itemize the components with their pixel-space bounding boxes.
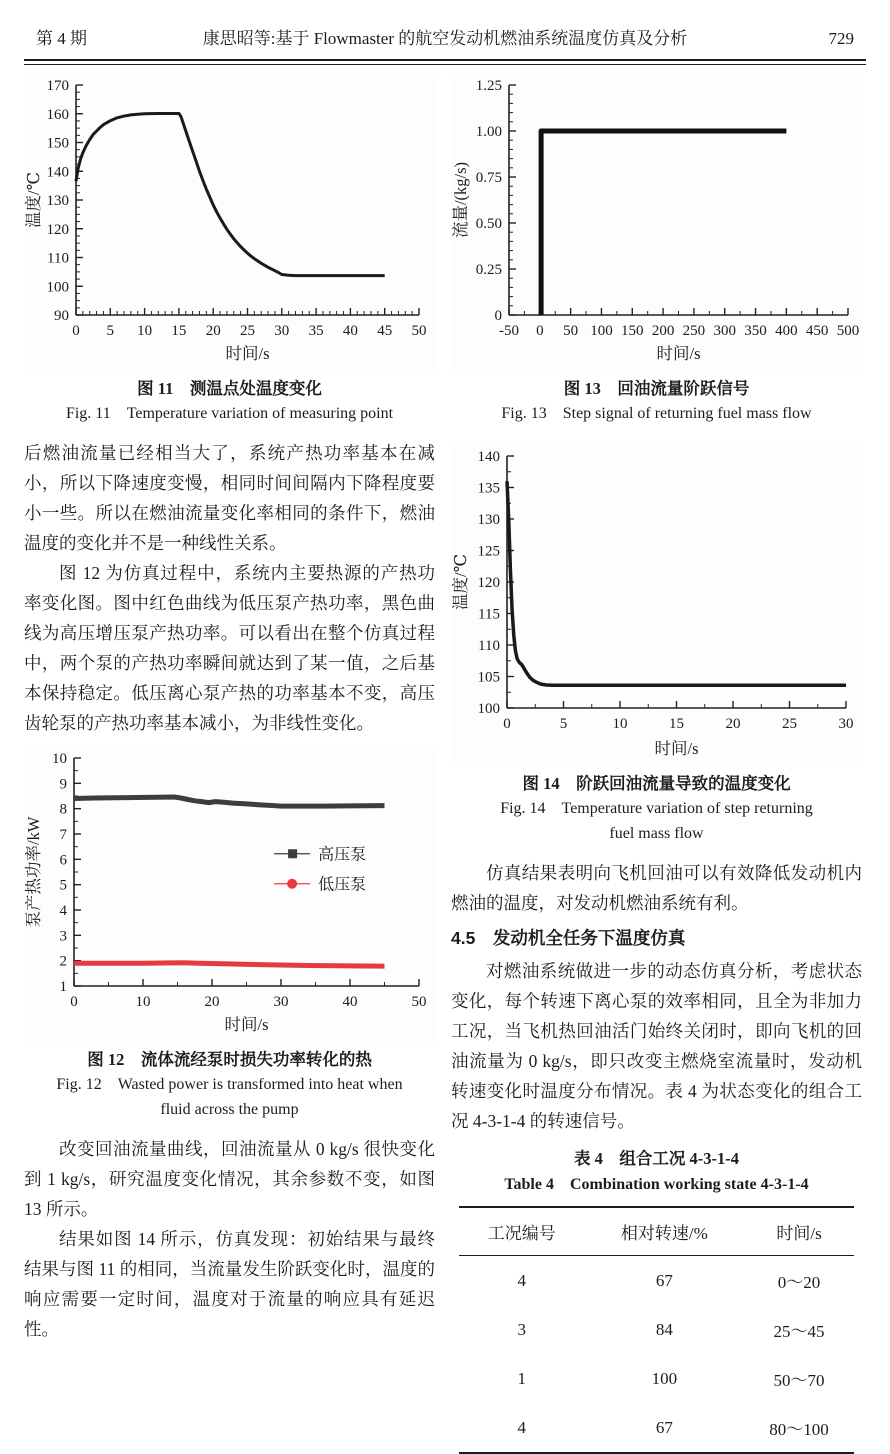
svg-text:时间/s: 时间/s bbox=[225, 344, 270, 363]
svg-text:低压泵: 低压泵 bbox=[318, 876, 367, 894]
svg-text:140: 140 bbox=[46, 164, 69, 181]
svg-text:45: 45 bbox=[377, 323, 393, 339]
svg-text:温度/℃: 温度/℃ bbox=[24, 171, 43, 229]
svg-text:20: 20 bbox=[725, 716, 741, 732]
col-header: 相对转速/% bbox=[584, 1207, 744, 1256]
svg-text:25: 25 bbox=[240, 323, 255, 339]
paragraph: 图 12 为仿真过程中，系统内主要热源的产热功率变化图。图中红色曲线为低压泵产热功率，黑色曲线为高压增压泵产热功率。可以看出在整个仿真过程中，两个泵的产热功率瞬间就达到了某一值，之后基本保持稳定。低压离心泵产热的功率基本不变，高压齿轮泵的产热功率基本减小，为非线性变化。 bbox=[24, 563, 435, 733]
svg-text:5: 5 bbox=[59, 877, 67, 894]
svg-text:105: 105 bbox=[477, 669, 500, 686]
svg-text:100: 100 bbox=[477, 701, 500, 717]
svg-text:10: 10 bbox=[52, 751, 67, 767]
svg-text:90: 90 bbox=[54, 308, 69, 324]
paragraph: 改变回油流量曲线，回油流量从 0 kg/s 很快变化到 1 kg/s，研究温度变化情况，其余参数不变，如图 13 所示。 bbox=[24, 1139, 435, 1219]
svg-text:6: 6 bbox=[59, 852, 67, 869]
running-title: 康思昭等:基于 Flowmaster 的航空发动机燃油系统温度仿真及分析 bbox=[202, 29, 688, 48]
svg-text:50: 50 bbox=[563, 323, 579, 339]
svg-text:0.25: 0.25 bbox=[475, 262, 502, 278]
svg-text:110: 110 bbox=[478, 638, 500, 654]
left-column bbox=[24, 75, 435, 1454]
fig11-caption-cn: 图 11 测温点处温度变化 bbox=[137, 379, 322, 398]
svg-text:0: 0 bbox=[536, 323, 544, 339]
fig12-caption-en: fluid across the pump bbox=[160, 1101, 299, 1118]
svg-text:160: 160 bbox=[46, 106, 69, 123]
svg-text:15: 15 bbox=[171, 323, 187, 339]
svg-text:30: 30 bbox=[274, 323, 290, 339]
svg-text:9: 9 bbox=[59, 776, 67, 793]
svg-text:350: 350 bbox=[744, 323, 767, 339]
svg-text:3: 3 bbox=[59, 928, 67, 945]
paragraph: 结果如图 14 所示，仿真发现：初始结果与最终结果与图 11 的相同，当流量发生阶跃变化时，温度的响应需要一定时间，温度对于流量的响应具有延迟性。 bbox=[24, 1229, 435, 1339]
right-column bbox=[451, 75, 862, 1454]
svg-text:0.75: 0.75 bbox=[475, 170, 502, 186]
svg-text:170: 170 bbox=[46, 78, 69, 94]
fig13-caption-en: Fig. 13 Step signal of returning fuel mass flow bbox=[501, 405, 812, 422]
paragraph: 仿真结果表明向飞机回油可以有效降低发动机内燃油的温度，对发动机燃油系统有利。 bbox=[451, 863, 862, 913]
svg-text:135: 135 bbox=[477, 480, 500, 497]
svg-text:时间/s: 时间/s bbox=[224, 1015, 269, 1034]
svg-text:40: 40 bbox=[342, 994, 358, 1010]
svg-text:温度/℃: 温度/℃ bbox=[451, 553, 470, 611]
svg-text:时间/s: 时间/s bbox=[656, 344, 701, 363]
svg-text:130: 130 bbox=[46, 193, 69, 209]
svg-text:-50: -50 bbox=[499, 323, 519, 339]
svg-text:35: 35 bbox=[308, 323, 324, 339]
svg-text:300: 300 bbox=[713, 323, 736, 339]
col-header: 时间/s bbox=[744, 1207, 854, 1256]
table-row: 1 100 50～70 bbox=[517, 1368, 825, 1390]
svg-text:25: 25 bbox=[782, 716, 797, 732]
table4-block bbox=[451, 1146, 862, 1454]
fig14-chart bbox=[451, 444, 862, 767]
fig11-chart bbox=[24, 75, 435, 372]
fig14-caption-en: Fig. 14 Temperature variation of step returning bbox=[500, 800, 813, 817]
svg-text:110: 110 bbox=[47, 250, 69, 267]
svg-text:120: 120 bbox=[477, 575, 500, 591]
fig14-caption-cn: 图 14 阶跃回油流量导致的温度变化 bbox=[522, 774, 791, 793]
svg-text:150: 150 bbox=[46, 135, 69, 152]
svg-text:4: 4 bbox=[59, 903, 67, 919]
table-row: 3 84 25～45 bbox=[517, 1319, 825, 1341]
working-state-table bbox=[459, 1206, 854, 1454]
fig11-caption-en: Fig. 11 Temperature variation of measuring point bbox=[65, 405, 394, 422]
table-row: 4 67 0～20 bbox=[517, 1270, 821, 1292]
svg-text:130: 130 bbox=[477, 512, 500, 528]
fig12-caption-cn: 图 12 流体流经泵时损失功率转化的热 bbox=[87, 1050, 372, 1069]
svg-text:高压泵: 高压泵 bbox=[318, 846, 367, 864]
svg-text:15: 15 bbox=[669, 716, 684, 732]
svg-text:450: 450 bbox=[805, 323, 829, 339]
page-number: 729 bbox=[828, 29, 854, 48]
svg-text:1.25: 1.25 bbox=[475, 78, 502, 94]
table-header-row bbox=[459, 1207, 854, 1256]
svg-text:泵产热功率/kW: 泵产热功率/kW bbox=[24, 816, 43, 928]
svg-text:500: 500 bbox=[836, 323, 860, 339]
paragraph: 对燃油系统做进一步的动态仿真分析，考虑状态变化，每个转速下离心泵的效率相同，且全为非加力工况，当飞机热回油活门始终关闭时，即向飞机的回油流量为 0 kg/s，即只改变主燃烧室流量时，发动机转速变化时温度分布情况。表 4 为状态变化的组合工况 4-3-1-4 的转速信号。 bbox=[451, 961, 862, 1131]
fig14-caption-en: fuel mass flow bbox=[609, 825, 704, 842]
fig13-chart bbox=[451, 75, 862, 372]
svg-text:8: 8 bbox=[59, 801, 67, 818]
fig13-caption-cn: 图 13 回油流量阶跃信号 bbox=[563, 379, 750, 398]
svg-text:400: 400 bbox=[775, 323, 798, 339]
svg-text:120: 120 bbox=[46, 221, 69, 238]
svg-text:115: 115 bbox=[478, 606, 500, 623]
svg-text:5: 5 bbox=[106, 323, 115, 339]
svg-text:250: 250 bbox=[682, 323, 706, 339]
svg-text:100: 100 bbox=[590, 323, 613, 339]
svg-text:10: 10 bbox=[612, 716, 628, 732]
svg-text:50: 50 bbox=[411, 323, 427, 339]
svg-text:0: 0 bbox=[503, 716, 511, 732]
table4-title-cn: 表 4 组合工况 4-3-1-4 bbox=[574, 1149, 739, 1168]
fig12-caption-en: Fig. 12 Wasted power is transformed into heat when bbox=[56, 1076, 403, 1093]
col-header: 工况编号 bbox=[459, 1207, 584, 1256]
svg-text:2: 2 bbox=[59, 953, 67, 970]
svg-text:200: 200 bbox=[651, 323, 675, 339]
table-row: 4 67 80～100 bbox=[517, 1417, 829, 1439]
svg-text:5: 5 bbox=[559, 716, 568, 732]
svg-text:0: 0 bbox=[494, 308, 502, 324]
svg-text:20: 20 bbox=[204, 994, 220, 1010]
svg-text:20: 20 bbox=[205, 323, 221, 339]
svg-text:7: 7 bbox=[59, 827, 67, 843]
table4-title-en: Table 4 Combination working state 4-3-1-4 bbox=[504, 1176, 809, 1193]
issue-label: 第 4 期 bbox=[36, 29, 87, 48]
svg-text:1: 1 bbox=[59, 979, 67, 995]
fig12-chart bbox=[24, 748, 435, 1043]
svg-text:1.00: 1.00 bbox=[475, 124, 502, 140]
header-rule bbox=[24, 59, 866, 65]
svg-text:40: 40 bbox=[342, 323, 358, 339]
page-header bbox=[24, 16, 866, 59]
svg-text:时间/s: 时间/s bbox=[654, 739, 699, 758]
svg-text:150: 150 bbox=[621, 323, 644, 339]
svg-text:50: 50 bbox=[411, 994, 427, 1010]
svg-text:30: 30 bbox=[838, 716, 854, 732]
section-heading-4-5: 4.5 发动机全任务下温度仿真 bbox=[451, 928, 686, 948]
svg-text:10: 10 bbox=[135, 994, 151, 1010]
paragraph: 后燃油流量已经相当大了，系统产热功率基本在减小，所以下降速度变慢，相同时间间隔内下降程度要小一些。所以在燃油流量变化率相同的条件下，燃油温度的变化并不是一种线性关系。 bbox=[24, 443, 435, 553]
svg-text:125: 125 bbox=[477, 543, 500, 560]
svg-text:0.50: 0.50 bbox=[475, 216, 502, 232]
working-state-table-body bbox=[459, 1256, 854, 1454]
svg-text:流量/(kg/s): 流量/(kg/s) bbox=[451, 161, 470, 239]
svg-text:100: 100 bbox=[46, 279, 69, 296]
svg-text:30: 30 bbox=[273, 994, 289, 1010]
svg-text:0: 0 bbox=[72, 323, 80, 339]
svg-text:10: 10 bbox=[137, 323, 153, 339]
svg-text:0: 0 bbox=[70, 994, 78, 1010]
svg-text:140: 140 bbox=[477, 449, 500, 465]
